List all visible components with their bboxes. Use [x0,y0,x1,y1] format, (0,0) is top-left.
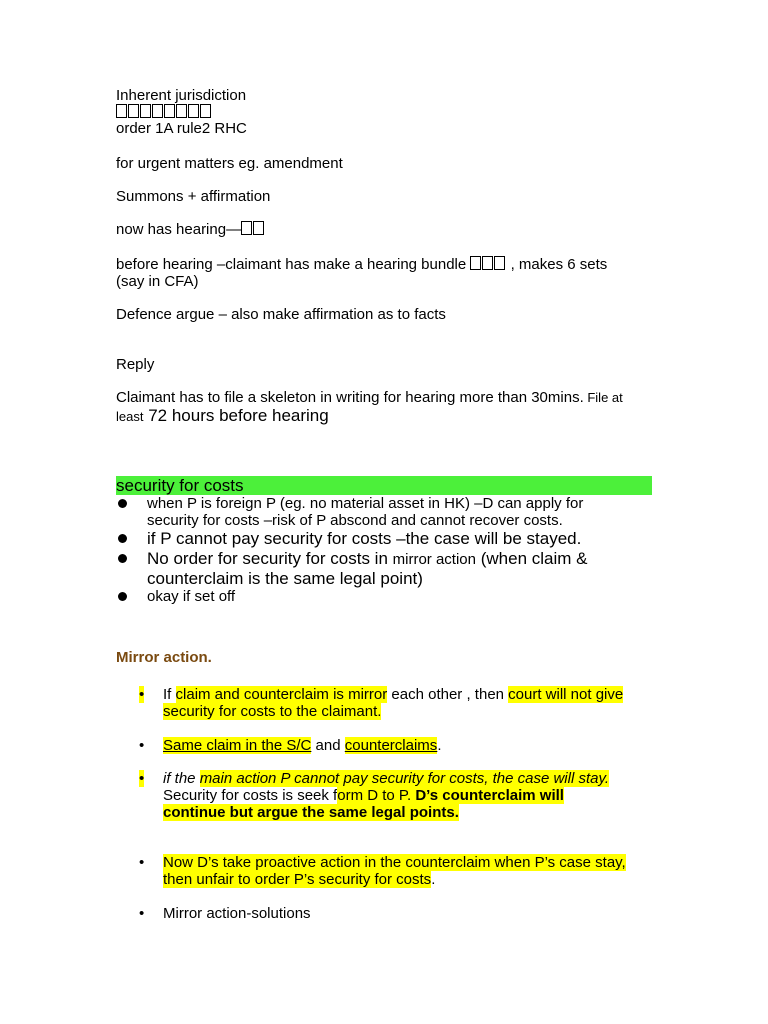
note-hearing: now has hearing— [116,221,265,238]
security-bullet-foreign-p: when P is foreign P (eg. no material asset in HK) –D can apply for security for costs –risk of P abscond and cannot recover costs. [147,495,584,529]
cjk-placeholder-line [116,104,212,121]
security-bullet-set-off: okay if set off [147,588,236,605]
note-say-cfa: (say in CFA) [116,273,199,290]
mirror-action-heading: Mirror action. [116,649,212,666]
security-bullet-mirror-action: No order for security for costs in mirror action (when claim & counterclaim is the same legal point) [147,549,588,588]
bullet-dot [118,554,127,563]
bullet-dot [118,592,127,601]
note-72-hours: least 72 hours before hearing [116,406,329,425]
bullet-dot [118,499,127,508]
note-summons: Summons + affirmation [116,188,271,205]
note-claimant-skeleton: Claimant has to file a skeleton in writing for hearing more than 30mins. File at [116,389,623,406]
security-heading-highlight [116,476,652,495]
security-bullet-stayed: if P cannot pay security for costs –the case will be stayed. [147,529,582,548]
security-heading: security for costs [116,476,244,495]
note-reply: Reply [116,356,155,373]
note-hearing-bundle: before hearing –claimant has make a hearing bundle , makes 6 sets [116,256,608,273]
note-order-rule: order 1A rule2 RHC [116,120,247,137]
note-defence-argue: Defence argue – also make affirmation as to facts [116,306,446,323]
note-inherent-jurisdiction: Inherent jurisdiction [116,87,247,104]
bullet-dot [118,534,127,543]
note-urgent-matters: for urgent matters eg. amendment [116,155,343,172]
